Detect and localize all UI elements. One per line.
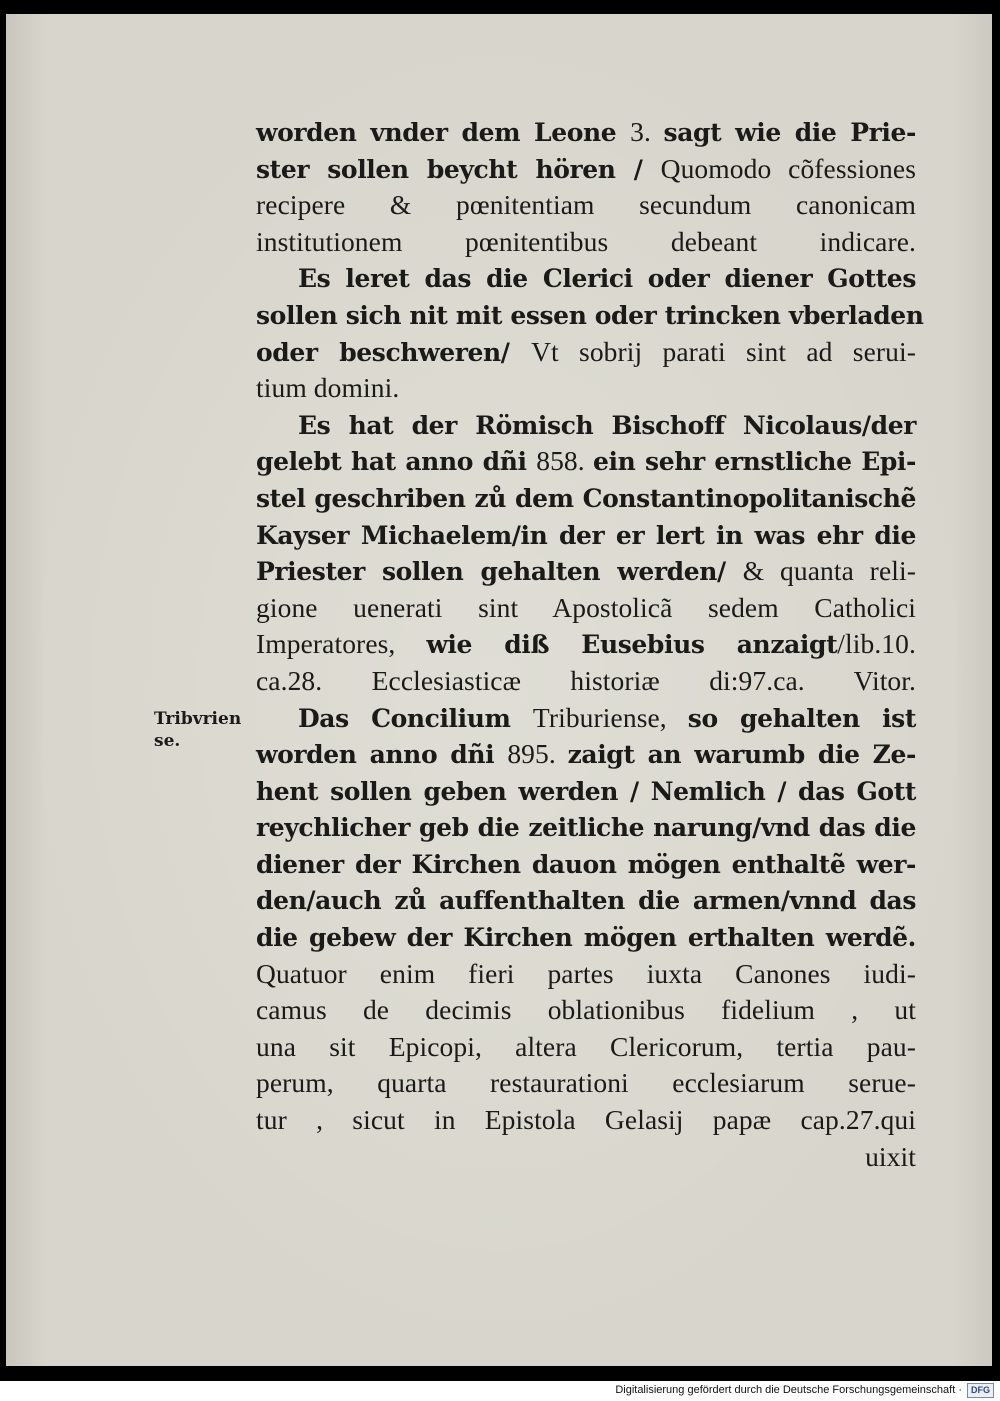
- blackletter-run: ster sollen beycht hören /: [256, 154, 661, 184]
- roman-run: tium domini.: [256, 372, 400, 404]
- text-line: [256, 187, 916, 224]
- roman-run: gione uenerati sint Apostolicã sedem Catholici: [256, 591, 916, 623]
- roman-run: Quomodo cõfessiones: [660, 152, 917, 184]
- blackletter-run: worden vnder dem Leone: [256, 118, 631, 147]
- blackletter-run: so gehalten ist: [687, 703, 916, 733]
- blackletter-run: Es leret das die Clerici oder diener Gottes: [298, 264, 916, 294]
- blackletter-run: worden anno dñi: [256, 740, 508, 770]
- roman-run: ca.28. Ecclesiasticæ historiæ di:97.ca. Vitor.: [256, 664, 916, 696]
- roman-run: 895.: [507, 738, 568, 770]
- text-line: [256, 663, 916, 700]
- text-line: [256, 517, 916, 554]
- roman-run: 3.: [630, 116, 664, 147]
- roman-run: institutionem pœnitentibus debeant indicare.: [256, 225, 916, 257]
- blackletter-run: den/auch zů auffenthalten die armen/vnnd das: [256, 886, 916, 916]
- text-line: [256, 736, 916, 773]
- blackletter-run: Kayser Michaelem/in der er lert in was ehr die: [256, 520, 916, 550]
- text-line: [256, 334, 916, 371]
- text-line: [256, 370, 916, 407]
- blackletter-run: sagt wie die Prie-: [663, 118, 916, 147]
- text-line: [256, 919, 916, 956]
- text-line: [256, 1102, 916, 1139]
- funding-credit: Digitalisierung gefördert durch die Deutsche Forschungsgemeinschaft ·: [615, 1384, 962, 1396]
- blackletter-run: Das Concilium: [298, 703, 533, 733]
- text-line: [256, 443, 916, 480]
- text-line: [256, 1029, 916, 1066]
- body-text: [256, 114, 924, 1175]
- footer-bar: [0, 1381, 1000, 1401]
- text-line: [256, 224, 916, 261]
- roman-run: tur , sicut in Epistola Gelasij papæ cap.27.qui: [256, 1104, 916, 1136]
- text-line: [256, 846, 916, 883]
- text-line: [256, 956, 916, 993]
- text-line: [256, 260, 916, 297]
- roman-run: camus de decimis oblationibus fidelium , ut: [256, 994, 916, 1026]
- blackletter-run: Priester sollen gehalten werden/: [256, 557, 743, 587]
- blackletter-run: stel geschriben zů dem Constantinopolitanischẽ: [256, 483, 916, 513]
- blackletter-run: diener der Kirchen dauon mögen enthaltẽ wer-: [256, 849, 916, 879]
- text-line: [256, 480, 916, 517]
- blackletter-run: ein sehr ernstliche Epi-: [593, 447, 917, 477]
- roman-run: perum, quarta restaurationi ecclesiarum serue-: [256, 1067, 916, 1099]
- margin-note: [154, 708, 241, 752]
- roman-run: una sit Epicopi, altera Clericorum, tertia pau-: [256, 1030, 916, 1062]
- margin-note-line: se.: [154, 731, 181, 751]
- roman-run: /lib.10.: [837, 628, 916, 660]
- text-line: [256, 553, 916, 590]
- text-line: [256, 626, 916, 663]
- blackletter-run: zaigt an warumb die Ze-: [567, 740, 917, 770]
- roman-run: 858.: [536, 445, 594, 477]
- roman-run: Vt sobrij parati sint ad serui-: [531, 335, 916, 367]
- roman-run: recipere & pœnitentiam secundum canonicam: [256, 189, 916, 221]
- roman-run: Triburiense,: [532, 701, 688, 733]
- text-line: [256, 809, 916, 846]
- text-line: [256, 590, 916, 627]
- text-line: [256, 151, 916, 188]
- blackletter-run: hent sollen geben werden / Nemlich / das Gott: [256, 776, 916, 806]
- blackletter-run: wie diß Eusebius anzaigt: [426, 630, 838, 660]
- blackletter-run: oder beschweren/: [256, 337, 532, 367]
- text-line: [256, 992, 916, 1029]
- dfg-logo-icon: DFG: [967, 1383, 994, 1398]
- blackletter-run: gelebt hat anno dñi: [256, 447, 537, 477]
- text-line: [256, 407, 916, 444]
- text-line: [256, 700, 916, 737]
- blackletter-run: die gebew der Kirchen mögen erthalten werdẽ.: [256, 923, 916, 953]
- book-page: [6, 14, 992, 1366]
- text-line: [256, 773, 916, 810]
- text-line: [256, 114, 916, 151]
- margin-note-line: Tribvrien: [154, 709, 242, 729]
- roman-run: Imperatores,: [256, 628, 427, 660]
- roman-run: Quatuor enim fieri partes iuxta Canones iudi-: [256, 957, 916, 989]
- text-line: [256, 882, 916, 919]
- text-line: [256, 1139, 916, 1176]
- blackletter-run: Es hat der Römisch Bischoff Nicolaus/der: [298, 410, 916, 440]
- roman-run: uixit: [865, 1140, 916, 1172]
- text-line: [256, 297, 924, 334]
- text-line: [256, 1065, 916, 1102]
- roman-run: & quanta reli-: [742, 555, 916, 587]
- blackletter-run: reychlicher geb die zeitliche narung/vnd das die: [256, 813, 916, 843]
- blackletter-run: sollen sich nit mit essen oder trincken vberladen: [256, 300, 924, 330]
